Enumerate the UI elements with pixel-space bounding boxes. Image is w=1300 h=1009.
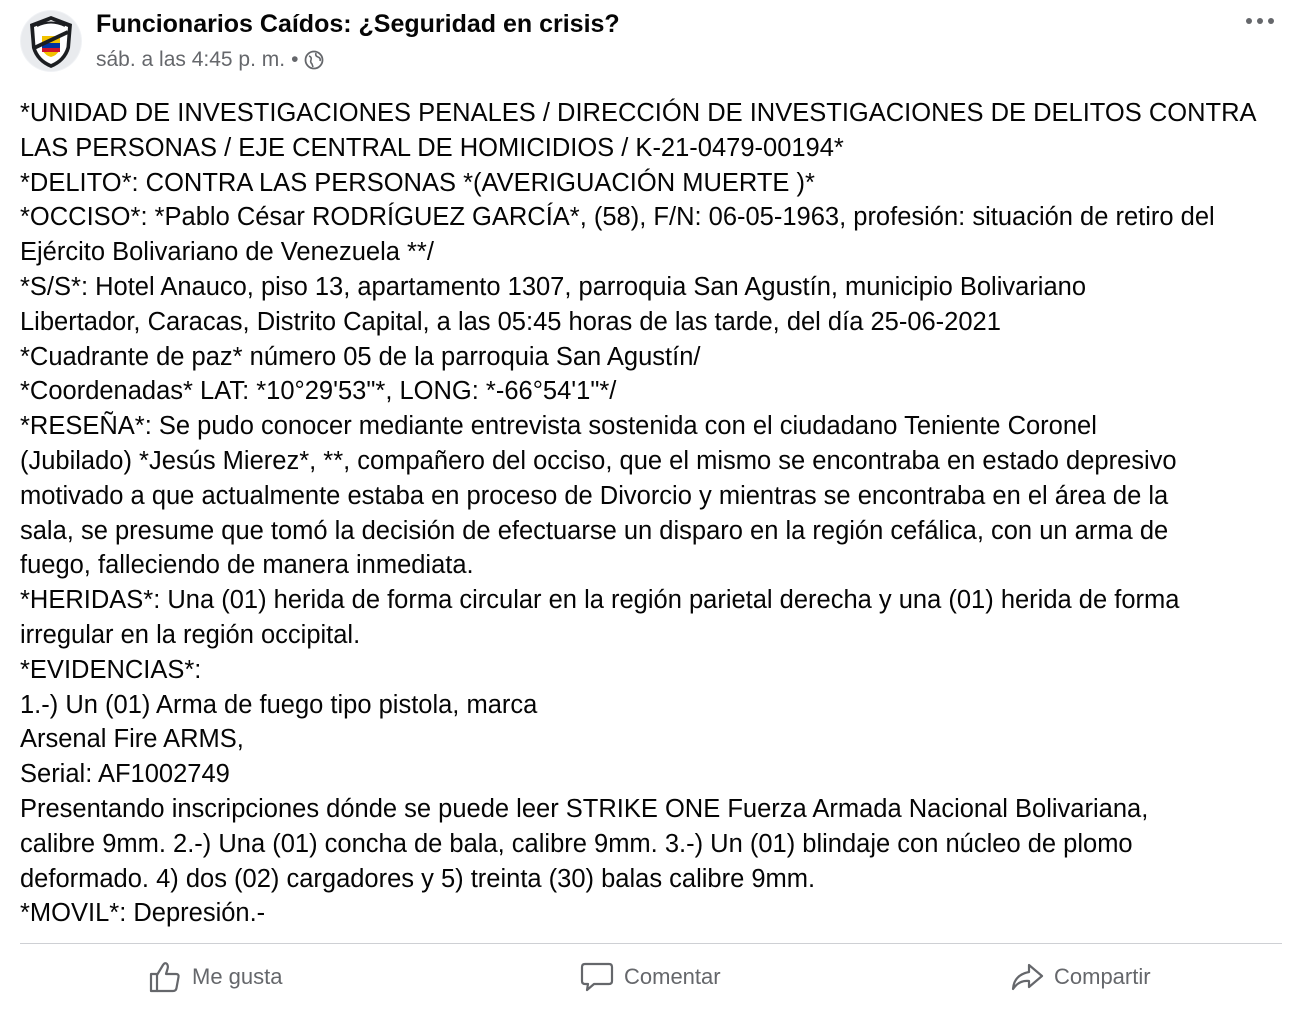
post-body-line: *S/S*: Hotel Anauco, piso 13, apartamento 1307, parroquia San Agustín, municipio Bolivariano xyxy=(20,272,1087,301)
post-body-line: *HERIDAS*: Una (01) herida de forma circular en la región parietal derecha y una (01) herida de forma xyxy=(20,586,1180,615)
post-body-line: motivado a que actualmente estaba en proceso de Divorcio y mientras se encontraba en el área de la xyxy=(20,481,1169,510)
post-body-line: irregular en la región occipital. xyxy=(20,620,361,649)
comment-button[interactable] xyxy=(580,960,721,994)
post-body-line: 1.-) Un (01) Arma de fuego tipo pistola, marca xyxy=(20,690,538,719)
post-meta xyxy=(96,48,324,72)
actions-divider xyxy=(20,943,1282,944)
globe-icon[interactable] xyxy=(304,50,324,70)
meta-separator: • xyxy=(291,48,299,71)
post-body-line: deformado. 4) dos (02) cargadores y 5) treinta (30) balas calibre 9mm. xyxy=(20,864,816,893)
post-body-line: Libertador, Caracas, Distrito Capital, a las 05:45 horas de las tarde, del día 25-06-2021 xyxy=(20,307,1001,336)
like-label: Me gusta xyxy=(192,964,283,989)
post-body-line: *EVIDENCIAS*: xyxy=(20,655,202,684)
comment-label: Comentar xyxy=(624,964,721,989)
post-body-line: *MOVIL*: Depresión.- xyxy=(20,899,266,928)
post-body-line: *Coordenadas* LAT: *10°29'53"*, LONG: *-66°54'1"*/ xyxy=(20,377,617,406)
post-body-line: Serial: AF1002749 xyxy=(20,760,230,789)
post-body-line: fuego, falleciendo de manera inmediata. xyxy=(20,551,474,580)
post-body-line: *DELITO*: CONTRA LAS PERSONAS *(AVERIGUACIÓN MUERTE )* xyxy=(20,168,815,197)
post-body-line: Ejército Bolivariano de Venezuela **/ xyxy=(20,238,434,267)
share-button[interactable] xyxy=(1010,960,1151,994)
post-actions-bar xyxy=(20,950,1282,1008)
post-body-line: (Jubilado) *Jesús Mierez*, **, compañero del occiso, que el mismo se encontraba en estado depresivo xyxy=(20,446,1177,475)
like-button[interactable] xyxy=(148,960,283,994)
post-timestamp[interactable]: sáb. a las 4:45 p. m. xyxy=(96,48,286,71)
thumbs-up-icon xyxy=(148,960,182,994)
post-body-line: *RESEÑA*: Se pudo conocer mediante entrevista sostenida con el ciudadano Teniente Coronel xyxy=(20,412,1097,441)
page-avatar[interactable] xyxy=(20,10,82,72)
post-body-line: calibre 9mm. 2.-) Una (01) concha de bala, calibre 9mm. 3.-) Un (01) blindaje con núcleo de plomo xyxy=(20,829,1133,858)
post-body-line: Arsenal Fire ARMS, xyxy=(20,725,244,754)
post-body-line: Presentando inscripciones dónde se puede leer STRIKE ONE Fuerza Armada Nacional Bolivariana, xyxy=(20,794,1149,823)
comment-icon xyxy=(580,960,614,994)
more-options-icon xyxy=(1245,17,1275,25)
police-badge-icon xyxy=(20,10,82,72)
post-body-line: *UNIDAD DE INVESTIGACIONES PENALES / DIRECCIÓN DE INVESTIGACIONES DE DELITOS CONTRA xyxy=(20,99,1257,127)
post-header xyxy=(20,8,1280,78)
share-label: Compartir xyxy=(1054,964,1151,989)
share-arrow-icon xyxy=(1010,960,1044,994)
post-body-line: sala, se presume que tomó la decisión de efectuarse un disparo en la región cefálica, con un arma de xyxy=(20,516,1169,545)
post-body-line: LAS PERSONAS / EJE CENTRAL DE HOMICIDIOS / K-21-0479-00194* xyxy=(20,133,844,162)
post-body-text xyxy=(20,96,1282,931)
post-body-line: *OCCISO*: *Pablo César RODRÍGUEZ GARCÍA*, (58), F/N: 06-05-1963, profesión: situación de retiro del xyxy=(20,203,1215,232)
more-options-button[interactable] xyxy=(1240,8,1280,34)
page-name-link[interactable]: Funcionarios Caídos: ¿Seguridad en crisis? xyxy=(96,10,620,38)
post-body-line: *Cuadrante de paz* número 05 de la parroquia San Agustín/ xyxy=(20,342,701,371)
